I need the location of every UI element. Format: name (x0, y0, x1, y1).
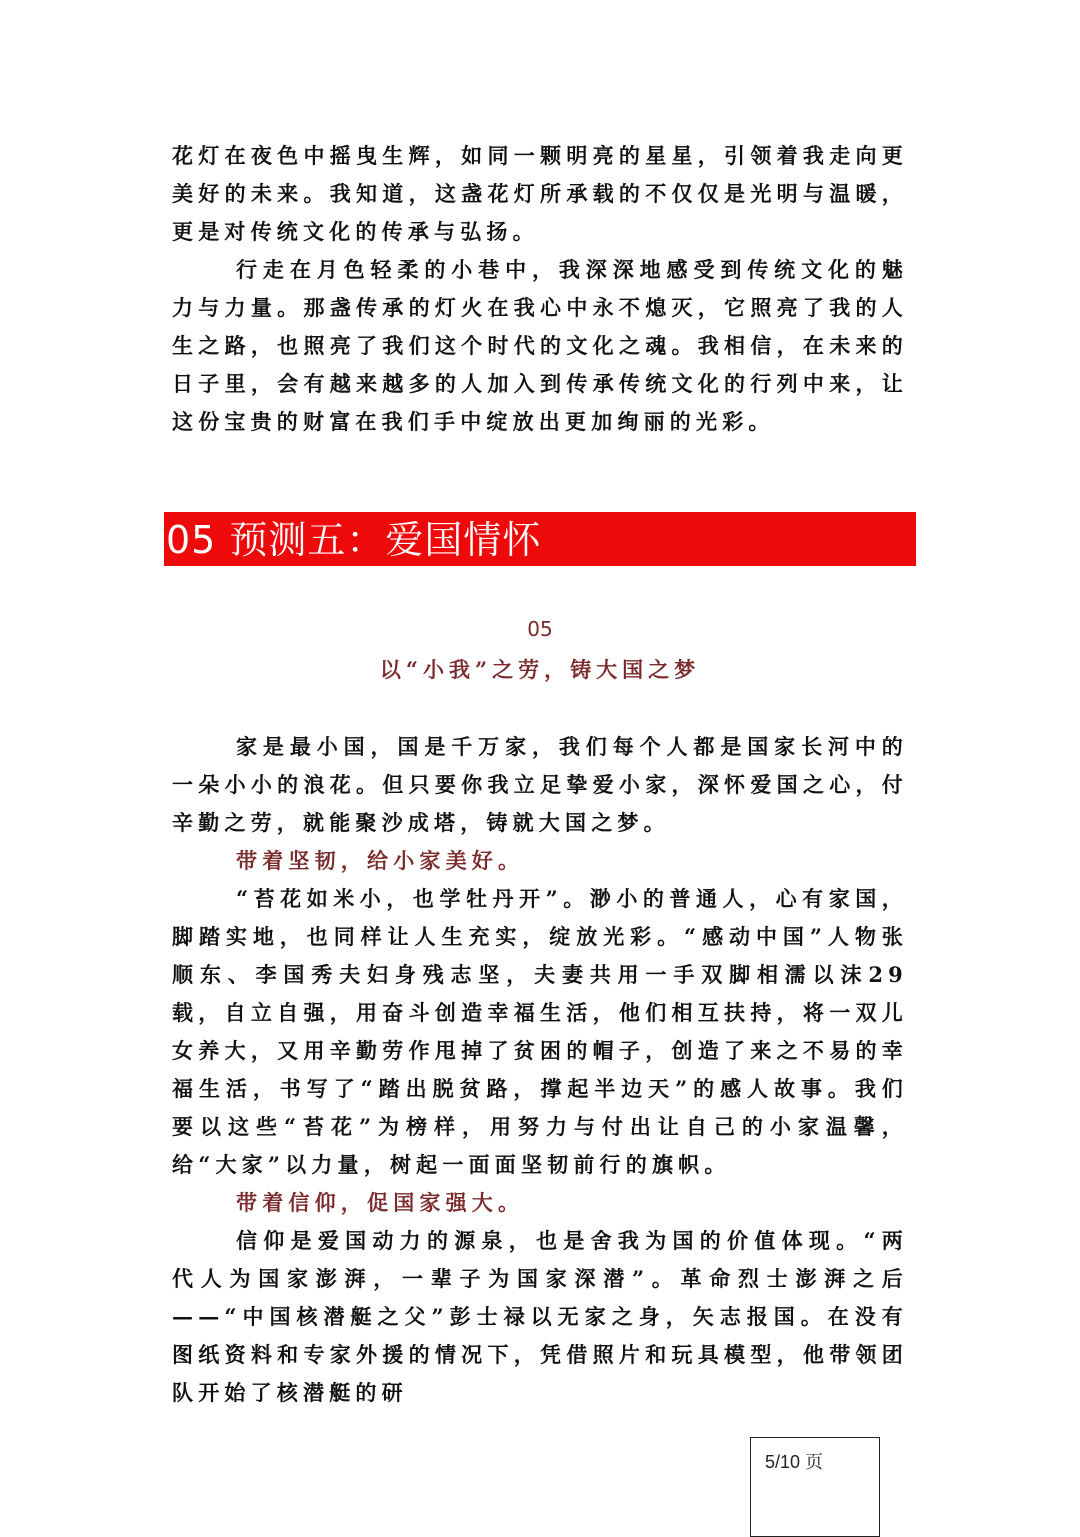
top-paragraph-2: 行走在月色轻柔的小巷中，我深深地感受到传统文化的魅力与力量。那盏传承的灯火在我心中永不熄灭，它照亮了我的人生之路，也照亮了我们这个时代的文化之魂。我相信，在未来的日子里，会有越来越多的人加入到传承传统文化的行列中来，让这份宝贵的财富在我们手中绽放出更加绚丽的光彩。 (172, 257, 908, 434)
essay-intro-paragraph: 家是最小国，国是千万家，我们每个人都是国家长河中的一朵小小的浪花。但只要你我立足挚爱小家，深怀爱国之心，付辛勤之劳，就能聚沙成塔，铸就大国之梦。 (172, 734, 908, 835)
page-number: 5/10 页 (764, 1452, 824, 1472)
page-number-box (750, 1437, 880, 1537)
top-paragraph-1: 花灯在夜色中摇曳生辉，如同一颗明亮的星星，引领着我走向更美好的未来。我知道，这盏花灯所承载的不仅仅是光明与温暖，更是对传统文化的传承与弘扬。 (172, 143, 908, 244)
essay-body-paragraph-1: “苔花如米小，也学牡丹开”。渺小的普通人，心有家国，脚踏实地，也同样让人生充实，绽放光彩。“感动中国”人物张顺东、李国秀夫妇身残志坚，夫妻共用一手双脚相濡以沫29载，自立自强，用奋斗创造幸福生活，他们相互扶持，将一双儿女养大，又用辛勤劳作甩掉了贫困的帽子，创造了来之不易的幸福生活，书写了“踏出脱贫路，撑起半边天”的感人故事。我们要以这些“苔花”为榜样，用努力与付出让自己的小家温馨，给“大家”以力量，树起一面面坚韧前行的旗帜。 (172, 886, 908, 1177)
essay-subheading-2: 带着信仰，促国家强大。 (236, 1190, 525, 1215)
essay-subheading-1: 带着坚韧，给小家美好。 (236, 848, 525, 873)
essay-body-paragraph-2: 信仰是爱国动力的源泉，也是舍我为国的价值体现。“两代人为国家澎湃，一辈子为国家深潜”。革命烈士澎湃之后——“中国核潜艇之父”彭士禄以无家之身，矢志报国。在没有图纸资料和专家外援的情况下，凭借照片和玩具模型，他带领团队开始了核潜艇的研 (172, 1228, 908, 1405)
section-heading: 05 预测五：爱国情怀 (166, 518, 542, 562)
top-text-section (172, 137, 908, 441)
essay-title: 以“小我”之劳，铸大国之梦 (379, 657, 701, 682)
section-heading-bar (164, 512, 916, 566)
essay-number: 05 (527, 617, 553, 641)
essay-body (172, 728, 908, 1412)
